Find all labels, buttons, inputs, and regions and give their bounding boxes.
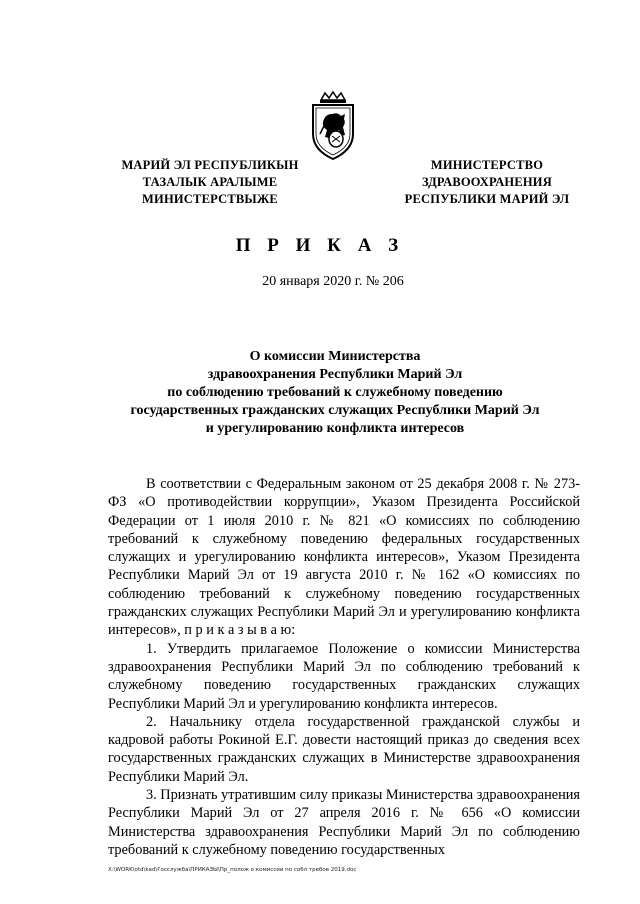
header-right-line: ЗДРАВООХРАНЕНИЯ xyxy=(422,175,552,189)
file-path-footer: X:\WORK\otd\kad\Госслужба\ПРИКАЗЫ\Пр_полож о комиссии по собл требов 2019.doc xyxy=(108,867,357,873)
subject-line: по соблюдению требований к служебному поведению xyxy=(167,385,503,400)
order-date-number: 20 января 2020 г. № 206 xyxy=(262,274,404,289)
header-right-line: РЕСПУБЛИКИ МАРИЙ ЭЛ xyxy=(404,192,570,206)
order-subject xyxy=(95,348,575,438)
subject-line: государственных гражданских служащих Республики Марий Эл xyxy=(130,403,540,418)
header-left-line: ТАЗАЛЫК АРАЛЫМЕ xyxy=(142,175,278,189)
ministry-name-mari xyxy=(110,157,310,208)
subject-line: и урегулированию конфликта интересов xyxy=(205,421,465,436)
order-body xyxy=(108,475,580,859)
header-left-line: МИНИСТЕРСТВЫЖЕ xyxy=(142,192,278,206)
header-left-line: МАРИЙ ЭЛ РЕСПУБЛИКЫН xyxy=(121,158,299,172)
clause-paragraph: 1. Утвердить прилагаемое Положение о комиссии Министерства здравоохранения Республики Марий Эл по соблюдению требований к служебному поведению государственных гражданских служащих Республики Марий Эл и урегулированию конфликта интересов. xyxy=(108,640,580,712)
ministry-name-russian xyxy=(387,157,587,208)
preamble-paragraph: В соответствии с Федеральным законом от 25 декабря 2008 г. № 273-ФЗ «О противодействии коррупции», Указом Президента Российской Федерации от 1 июля 2010 г. № 821 «О комиссиях по соблюдению требований к служебному поведению федеральных государственных служащих и урегулированию конфликта интересов», Указом Президента Республики Марий Эл от 19 августа 2010 г. № 162 «О комиссиях по соблюдению требований к служебному поведению государственных гражданских служащих Республики Марий Эл и урегулированию конфликта интересов», п р и к а з ы в а ю: xyxy=(108,476,580,639)
header-right-line: МИНИСТЕРСТВО xyxy=(430,158,544,172)
clause-paragraph: 2. Начальнику отдела государственной гражданской службы и кадровой работы Рокиной Е.Г. довести настоящий приказ до сведения всех государственных гражданских служащих в Министерстве здравоохранения Республики Марий Эл. xyxy=(108,713,580,785)
subject-line: О комиссии Министерства xyxy=(249,349,421,364)
subject-line: здравоохранения Республики Марий Эл xyxy=(207,367,463,382)
document-title: П Р И К А З xyxy=(235,235,405,256)
clause-paragraph: 3. Признать утратившим силу приказы Министерства здравоохранения Республики Марий Эл от 27 апреля 2016 г. № 656 «О комиссии Министерства здравоохранения Республики Марий Эл по соблюдению требований к служебному поведению государственных xyxy=(108,787,580,858)
coat-of-arms-emblem xyxy=(301,90,365,162)
